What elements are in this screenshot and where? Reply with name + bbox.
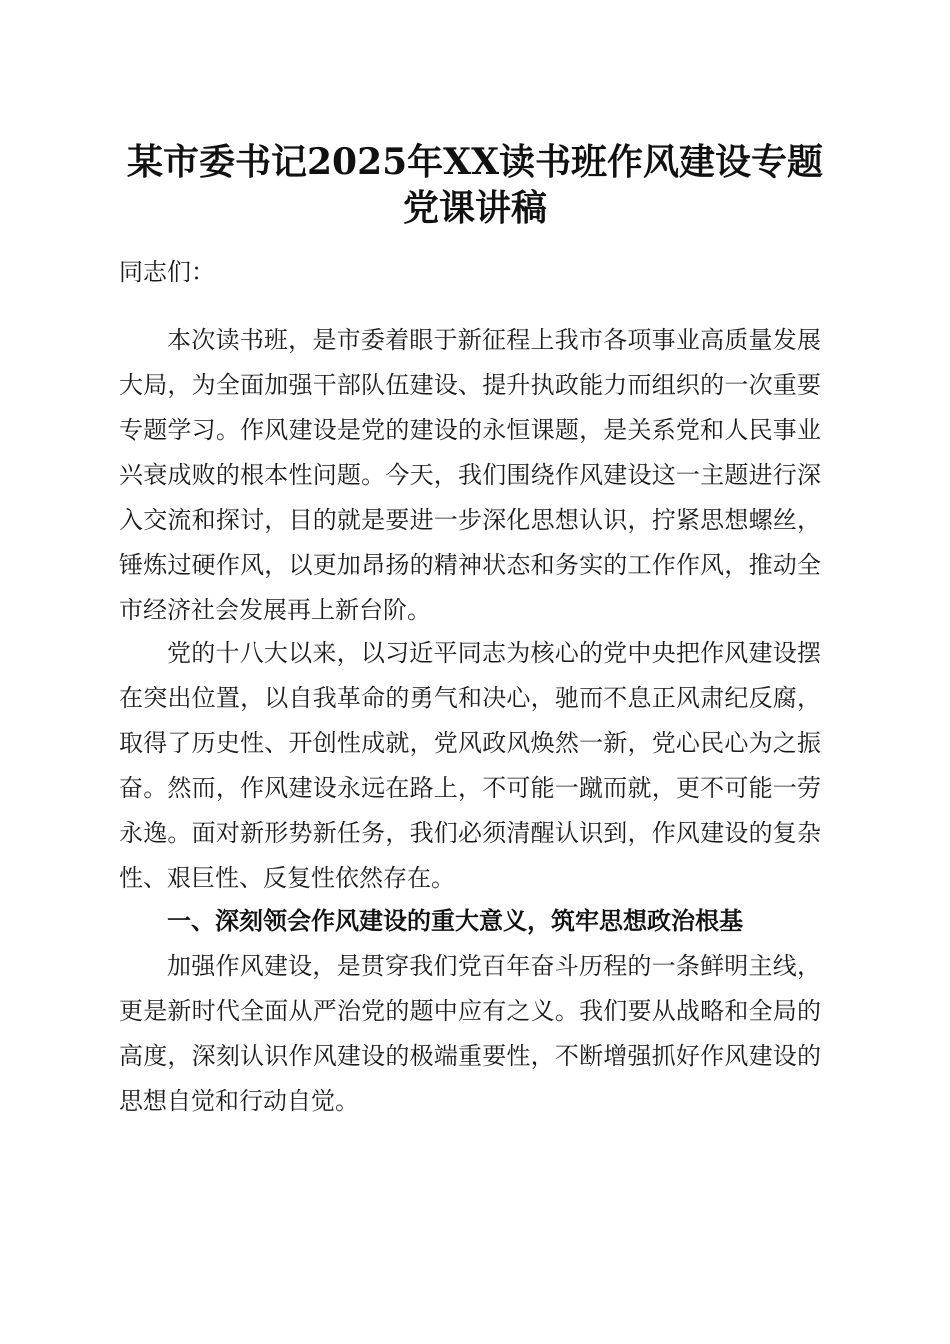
section-heading-1: 一、深刻领会作风建设的重大意义，筑牢思想政治根基 [167,907,743,935]
document-title-line-1: 某市委书记2025年XX读书班作风建设专题 [126,141,824,183]
salutation: 同志们： [119,258,215,286]
document-title-line-2: 党课讲稿 [402,187,547,229]
background-paragraph: 党的十八大以来，以习近平同志为核心的党中央把作风建设摆在突出位置，以自我革命的勇气和决心，驰而不息正风肃纪反腐，取得了历史性、开创性成就，党风政风焕然一新，党心民心为之振奋。然而，作风建设永远在路上，不可能一蹴而就，更不可能一劳永逸。面对新形势新任务，我们必须清醒认识到，作风建设的复杂性、艰巨性、反复性依然存在。 [119,639,821,892]
section-1-paragraph: 加强作风建设，是贯穿我们党百年奋斗历程的一条鲜明主线，更是新时代全面从严治党的题中应有之义。我们要从战略和全局的高度，深刻认识作风建设的极端重要性，不断增强抓好作风建设的思想自觉和行动自觉。 [119,952,821,1115]
intro-paragraph: 本次读书班，是市委着眼于新征程上我市各项事业高质量发展大局，为全面加强干部队伍建设、提升执政能力而组织的一次重要专题学习。作风建设是党的建设的永恒课题，是关系党和人民事业兴衰成败的根本性问题。今天，我们围绕作风建设这一主题进行深入交流和探讨，目的就是要进一步深化思想认识，拧紧思想螺丝，锤炼过硬作风，以更加昂扬的精神状态和务实的工作作风，推动全市经济社会发展再上新台阶。 [119,326,821,624]
